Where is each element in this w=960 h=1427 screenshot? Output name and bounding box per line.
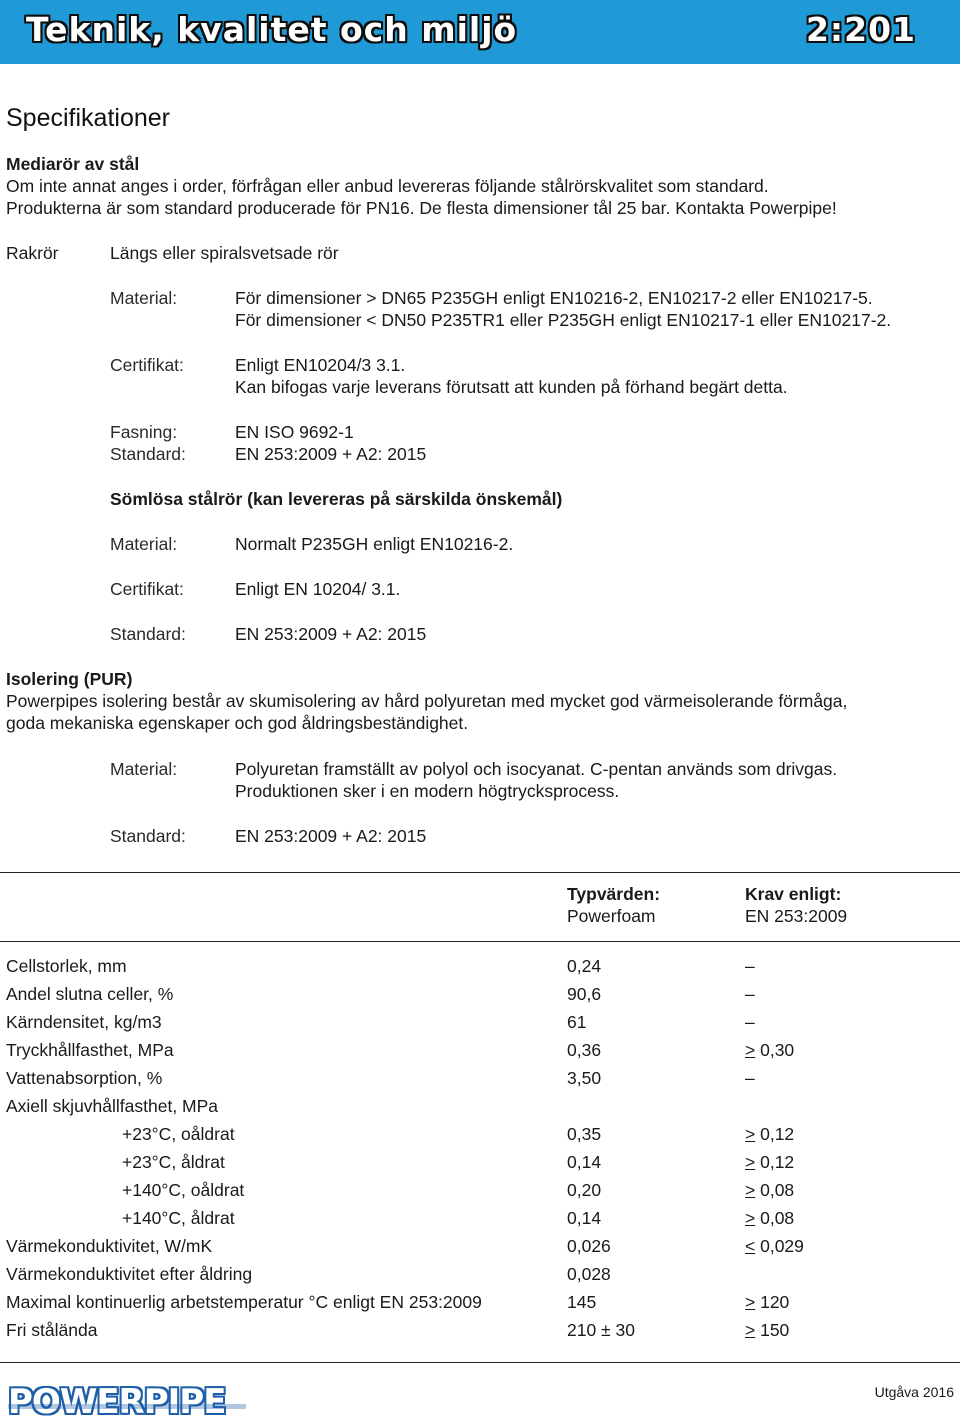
requirement-value: – (745, 1068, 755, 1088)
requirement-value: 0,30 (755, 1040, 795, 1060)
table-row-label: +23°C, åldrat (122, 1152, 225, 1172)
requirement-operator: > (745, 1208, 756, 1228)
table-row-value: 0,14 (567, 1208, 602, 1228)
seamless-material-value: Normalt P235GH enligt EN10216-2. (235, 534, 514, 554)
table-row-label: Cellstorlek, mm (6, 956, 127, 976)
seamless-cert-label: Certifikat: (110, 579, 184, 599)
table-row-requirement (745, 955, 755, 977)
table-row-label: Andel slutna celler, % (6, 984, 174, 1004)
cert-label: Certifikat: (110, 355, 184, 375)
logo-text: POWERPIPE (8, 1382, 226, 1422)
table-row-label: Fri ståländа (6, 1320, 98, 1340)
table-row-requirement (745, 1291, 789, 1313)
page-title: Specifikationer (6, 104, 170, 132)
table-row-requirement (745, 1319, 789, 1341)
table-row-value: 0,14 (567, 1152, 602, 1172)
table-row-label: Axiell skjuvhållfasthet, MPa (6, 1096, 219, 1116)
page-number: 2:201 (805, 10, 916, 49)
table-row-value: 0,35 (567, 1124, 602, 1144)
seamless-standard-value: EN 253:2009 + A2: 2015 (235, 624, 427, 644)
table-row-value: 3,50 (567, 1068, 602, 1088)
insulation-standard-value: EN 253:2009 + A2: 2015 (235, 826, 427, 846)
requirement-value: – (745, 956, 755, 976)
table-row-value: 61 (567, 1012, 587, 1032)
requirement-value: – (745, 984, 755, 1004)
table-row-value: 0,24 (567, 956, 602, 976)
divider-table (0, 941, 960, 942)
insulation-standard-label: Standard: (110, 826, 186, 846)
seamless-standard-label: Standard: (110, 624, 186, 644)
table-col2-sub: EN 253:2009 (745, 906, 848, 926)
table-row-requirement (745, 1235, 804, 1257)
table-row-value: 0,36 (567, 1040, 602, 1060)
table-row-value: 145 (567, 1292, 597, 1312)
rakror-label: Rakrör (6, 243, 59, 263)
table-row-label: +23°C, oåldrat (122, 1124, 235, 1144)
table-row-label: +140°C, åldrat (122, 1208, 235, 1228)
material-label: Material: (110, 288, 178, 308)
header-title: Teknik, kvalitet och miljö (26, 10, 518, 49)
insulation-desc-2: goda mekaniska egenskaper och god åldringsbeständighet. (6, 713, 469, 733)
seamless-title: Sömlösa stålrör (kan levereras på särskilda önskemål) (110, 489, 563, 509)
requirement-operator: > (745, 1152, 756, 1172)
requirement-operator: > (745, 1180, 756, 1200)
table-row-requirement (745, 1011, 755, 1033)
logo-bar (8, 1404, 246, 1409)
table-row-requirement (745, 1151, 794, 1173)
requirement-value: 150 (755, 1320, 790, 1340)
table-row-label: Kärndensitet, kg/m3 (6, 1012, 162, 1032)
table-col2-head: Krav enligt: (745, 884, 842, 904)
standard-value: EN 253:2009 + A2: 2015 (235, 444, 427, 464)
table-row-value: 0,028 (567, 1264, 611, 1284)
section-title-insulation: Isolering (PUR) (6, 669, 133, 689)
table-row-label: Värmekonduktivitet, W/mK (6, 1236, 213, 1256)
requirement-operator: > (745, 1292, 756, 1312)
steel-intro-2: Produkterna är som standard producerade för PN16. De flesta dimensioner tål 25 bar. Kontakta Powerpipe! (6, 198, 837, 218)
table-row-value: 0,20 (567, 1180, 602, 1200)
insulation-material-label: Material: (110, 759, 178, 779)
divider-top (0, 872, 960, 873)
divider-bottom (0, 1362, 960, 1363)
material-line-1: För dimensioner > DN65 P235GH enligt EN10216-2, EN10217-2 eller EN10217-5. (235, 288, 873, 308)
fasning-value: EN ISO 9692-1 (235, 422, 354, 442)
requirement-value: 120 (755, 1292, 790, 1312)
insulation-desc-1: Powerpipes isolering består av skumisolering av hård polyuretan med mycket god värmeisolerande förmåga, (6, 691, 848, 711)
cert-line-2: Kan bifogas varje leverans förutsatt att kunden på förhand begärt detta. (235, 377, 788, 397)
requirement-value: – (745, 1012, 755, 1032)
seamless-cert-value: Enligt EN 10204/ 3.1. (235, 579, 401, 599)
rakror-desc: Längs eller spiralsvetsade rör (110, 243, 339, 263)
requirement-operator: > (745, 1040, 756, 1060)
requirement-operator: > (745, 1124, 756, 1144)
table-row-label: Tryckhållfasthet, MPa (6, 1040, 174, 1060)
page-header (0, 0, 960, 64)
table-row-value: 90,6 (567, 984, 602, 1004)
table-row-label: Maximal kontinuerlig arbetstemperatur °C enligt EN 253:2009 (6, 1292, 482, 1312)
powerpipe-logo (8, 1384, 225, 1420)
requirement-value: 0,08 (755, 1180, 795, 1200)
fasning-label: Fasning: (110, 422, 178, 442)
insulation-material-2: Produktionen sker i en modern högtrycksprocess. (235, 781, 620, 801)
table-row-label: Värmekonduktivitet efter åldring (6, 1264, 253, 1284)
requirement-value: 0,12 (755, 1124, 795, 1144)
material-line-2: För dimensioner < DN50 P235TR1 eller P235GH enligt EN10217-1 eller EN10217-2. (235, 310, 892, 330)
table-row-label: Vattenabsorption, % (6, 1068, 163, 1088)
requirement-value: 0,08 (755, 1208, 795, 1228)
requirement-value: 0,12 (755, 1152, 795, 1172)
cert-line-1: Enligt EN10204/3 3.1. (235, 355, 406, 375)
requirement-value: 0,029 (755, 1236, 804, 1256)
table-row-requirement (745, 983, 755, 1005)
table-row-requirement (745, 1207, 794, 1229)
table-row-requirement (745, 1179, 794, 1201)
table-col1-head: Typvärden: (567, 884, 661, 904)
table-row-value: 210 ± 30 (567, 1320, 635, 1340)
table-row-requirement (745, 1123, 794, 1145)
standard-label: Standard: (110, 444, 186, 464)
table-row-value: 0,026 (567, 1236, 611, 1256)
section-title-steel: Mediarör av stål (6, 154, 140, 174)
table-row-label: +140°C, oåldrat (122, 1180, 245, 1200)
table-row-requirement (745, 1039, 794, 1061)
steel-intro-1: Om inte annat anges i order, förfrågan eller anbud levereras följande stålrörskvalitet som standard. (6, 176, 769, 196)
insulation-material-1: Polyuretan framställt av polyol och isocyanat. C-pentan används som drivgas. (235, 759, 838, 779)
requirement-operator: > (745, 1320, 756, 1340)
requirement-operator: < (745, 1236, 756, 1256)
edition-label: Utgåva 2016 (874, 1384, 954, 1400)
table-row-requirement (745, 1067, 755, 1089)
table-col1-sub: Powerfoam (567, 906, 656, 926)
seamless-material-label: Material: (110, 534, 178, 554)
